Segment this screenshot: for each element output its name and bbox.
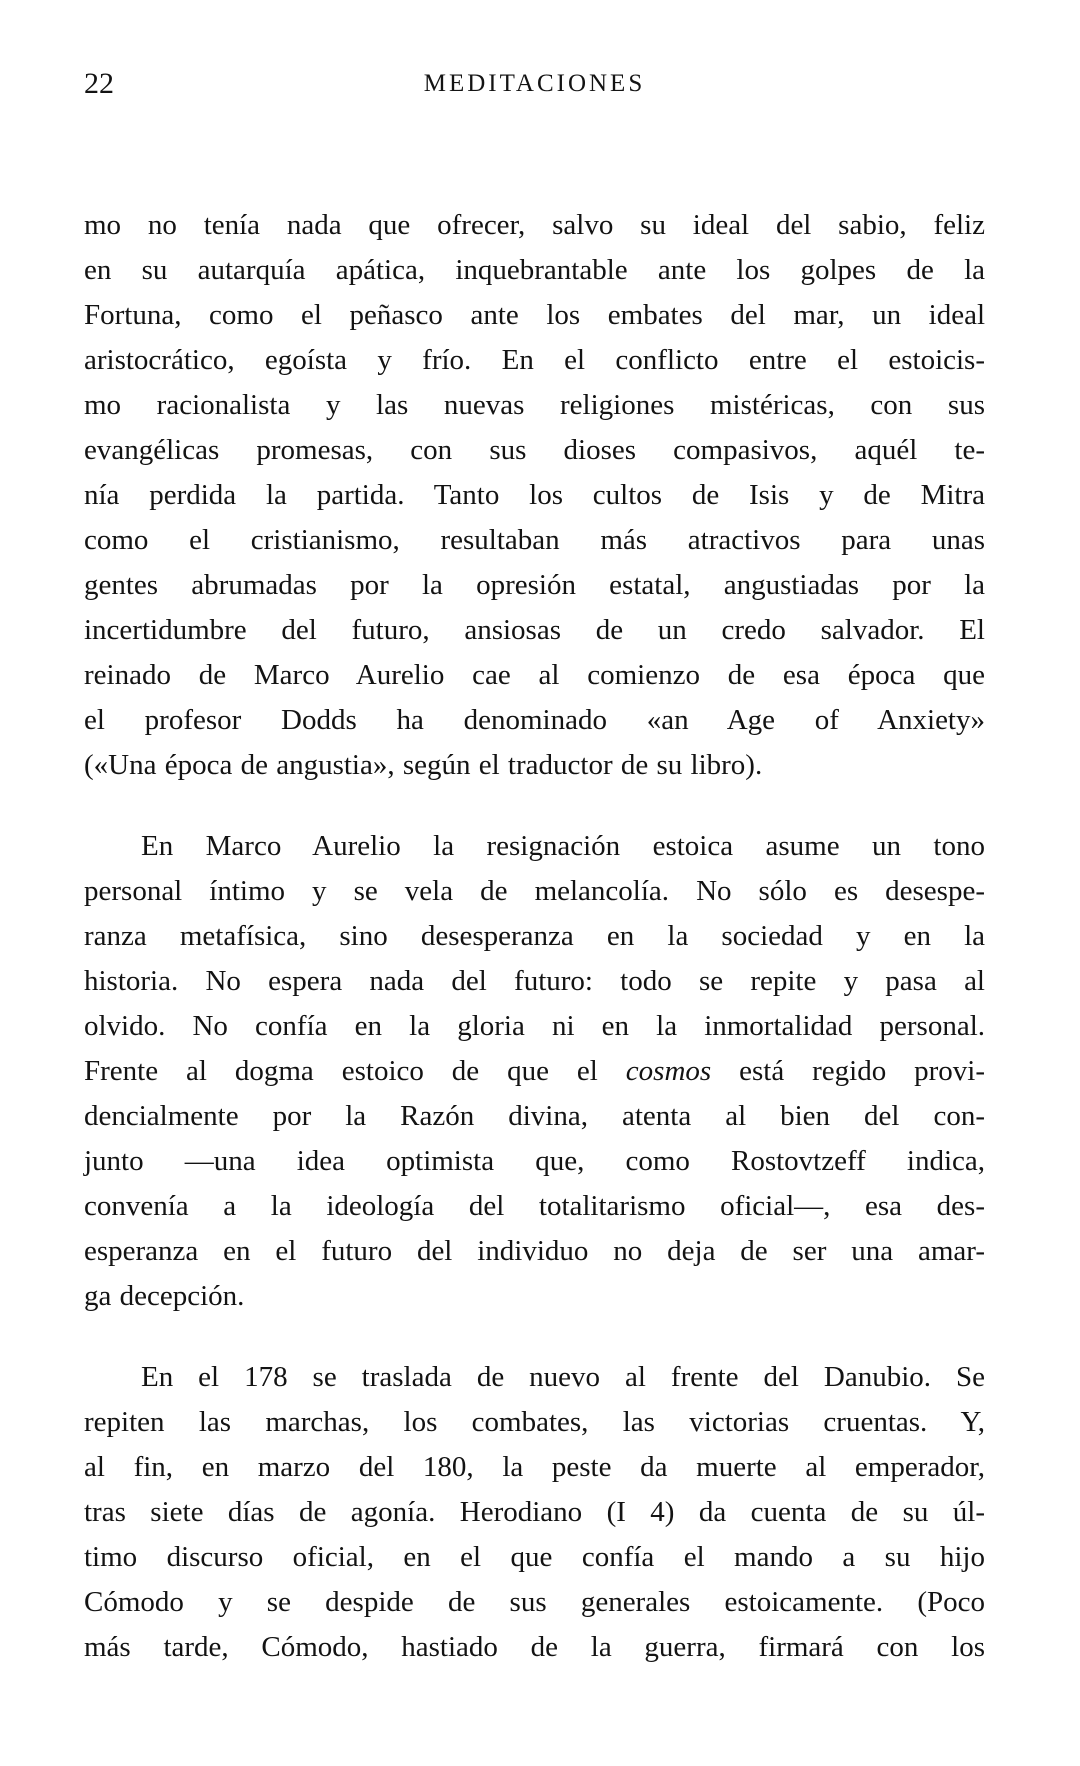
text-segment: incertidumbre del futuro, ansiosas de un credo salvador. El: [84, 614, 985, 646]
text-segment: convenía a la ideología del totalitarismo oficial—, esa des-: [84, 1190, 985, 1222]
text-segment: evangélicas promesas, con sus dioses compasivos, aquél te-: [84, 434, 985, 466]
text-line: [84, 1580, 985, 1625]
text-segment: En el 178 se traslada de nuevo al frente del Danubio. Se: [141, 1361, 985, 1393]
italic-text-segment: cosmos: [625, 1055, 712, 1087]
text-segment: Fortuna, como el peñasco ante los embates del mar, un ideal: [84, 299, 985, 331]
text-line: [84, 1139, 985, 1184]
text-line: [84, 1445, 985, 1490]
text-segment: ga decepción.: [84, 1280, 245, 1312]
text-segment: Cómodo y se despide de sus generales estoicamente. (Poco: [84, 1586, 985, 1618]
text-segment: el profesor Dodds ha denominado «an Age of Anxiety»: [84, 704, 985, 736]
text-line: [84, 1625, 985, 1670]
text-segment: En Marco Aurelio la resignación estoica asume un tono: [141, 830, 985, 862]
text-line: [84, 824, 985, 869]
paragraph: [84, 1355, 985, 1670]
text-segment: («Una época de angustia», según el traductor de su libro).: [84, 749, 763, 781]
text-segment: al fin, en marzo del 180, la peste da muerte al emperador,: [84, 1451, 985, 1483]
text-segment: gentes abrumadas por la opresión estatal, angustiadas por la: [84, 569, 985, 601]
text-segment: más tarde, Cómodo, hastiado de la guerra, firmará con los: [84, 1631, 985, 1663]
text-segment: en su autarquía apática, inquebrantable ante los golpes de la: [84, 254, 985, 286]
text-segment: olvido. No confía en la gloria ni en la inmortalidad personal.: [84, 1010, 985, 1042]
text-segment: mo no tenía nada que ofrecer, salvo su ideal del sabio, feliz: [84, 209, 985, 241]
text-line: [84, 428, 985, 473]
text-line: [84, 1490, 985, 1535]
text-segment: Frente al dogma estoico de que el: [84, 1055, 626, 1087]
text-line: [84, 338, 985, 383]
text-line: [84, 1049, 985, 1094]
text-line: [84, 1094, 985, 1139]
text-line: [84, 869, 985, 914]
text-body: [84, 203, 985, 1670]
running-header: [84, 66, 985, 102]
page-number: 22: [84, 67, 114, 100]
text-segment: repiten las marchas, los combates, las victorias cruentas. Y,: [84, 1406, 985, 1438]
text-segment: está regido provi-: [711, 1055, 986, 1087]
text-segment: junto —una idea optimista que, como Rostovtzeff indica,: [84, 1145, 985, 1177]
text-segment: tras siete días de agonía. Herodiano (I 4) da cuenta de su úl-: [84, 1496, 985, 1528]
text-line: [84, 293, 985, 338]
text-segment: ranza metafísica, sino desesperanza en la sociedad y en la: [84, 920, 985, 952]
text-segment: personal íntimo y se vela de melancolía. No sólo es desespe-: [84, 875, 985, 907]
text-line: [84, 653, 985, 698]
paragraph: [84, 824, 985, 1319]
text-segment: reinado de Marco Aurelio cae al comienzo de esa época que: [84, 659, 985, 691]
text-line: [84, 1535, 985, 1580]
text-line: [84, 1400, 985, 1445]
running-title: MEDITACIONES: [423, 70, 646, 97]
text-segment: timo discurso oficial, en el que confía el mando a su hijo: [84, 1541, 985, 1573]
text-segment: historia. No espera nada del futuro: todo se repite y pasa al: [84, 965, 985, 997]
text-segment: esperanza en el futuro del individuo no deja de ser una amar-: [84, 1235, 985, 1267]
text-segment: dencialmente por la Razón divina, atenta al bien del con-: [84, 1100, 985, 1132]
text-line: [84, 608, 985, 653]
text-line: [84, 383, 985, 428]
text-segment: como el cristianismo, resultaban más atractivos para unas: [84, 524, 985, 556]
text-line: [84, 914, 985, 959]
text-line: [84, 743, 985, 788]
text-segment: mo racionalista y las nuevas religiones mistéricas, con sus: [84, 389, 985, 421]
text-line: [84, 1274, 985, 1319]
text-line: [84, 959, 985, 1004]
text-segment: nía perdida la partida. Tanto los cultos de Isis y de Mitra: [84, 479, 985, 511]
text-line: [84, 1004, 985, 1049]
text-line: [84, 698, 985, 743]
text-line: [84, 1229, 985, 1274]
text-line: [84, 203, 985, 248]
text-line: [84, 563, 985, 608]
text-segment: aristocrático, egoísta y frío. En el conflicto entre el estoicis-: [84, 344, 985, 376]
text-line: [84, 1184, 985, 1229]
paragraph: [84, 203, 985, 788]
text-line: [84, 473, 985, 518]
text-line: [84, 248, 985, 293]
text-line: [84, 1355, 985, 1400]
text-line: [84, 518, 985, 563]
